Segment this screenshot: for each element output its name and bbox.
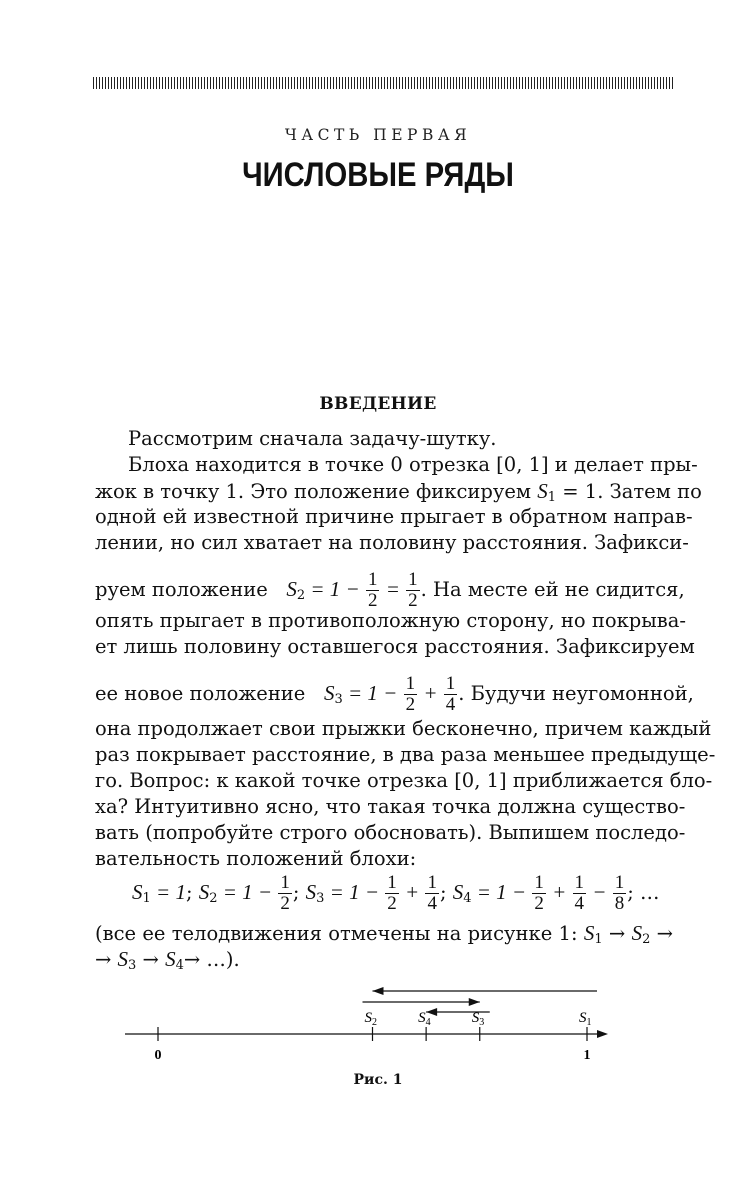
- figure-caption: Рис. 1: [353, 1072, 403, 1088]
- paragraph-line: раз покрывает расстояние, в два раза меньшее предыдуще-: [95, 743, 716, 766]
- paragraph-line: (все ее телодвижения отмечены на рисунке 1: $S_1 \to S_2$ →: [95, 921, 673, 947]
- paragraph-line: Рассмотрим сначала задачу-шутку.: [128, 427, 497, 450]
- chapter-title: ЧИСЛОВЫЕ РЯДЫ: [242, 156, 514, 194]
- section-title: ВВЕДЕНИЕ: [319, 394, 437, 414]
- fraction: $\frac{1}{4}$: [445, 673, 456, 715]
- fraction: $\frac{1}{2}$: [408, 569, 418, 611]
- fraction: $\frac{1}{2}$: [534, 872, 544, 914]
- sequence-formula: $S_1 = 1$; $S_2 = 1$ − $\frac{1}{2}$ ; $S_3 = 1$ − $\frac{1}{2}$ + $\frac{1}{4}$ ; $S_4 = 1$ − $\frac{1}{2}$ + $\frac{1}{4}$ − $\frac{1}{8}$ ; …: [132, 872, 660, 914]
- jump-arrowhead: [469, 998, 480, 1006]
- tick-label-1: 1: [583, 1048, 591, 1063]
- formula-line: ее новое положение $S_3 = 1$ − $\frac{1}{2}$ + $\frac{1}{4}$ . Будучи неугомонной,: [95, 673, 694, 715]
- paragraph-line: вательность положений блохи:: [95, 847, 417, 870]
- point-label-s3: $S_3$: [471, 1010, 485, 1028]
- fraction: $\frac{1}{4}$: [427, 872, 437, 914]
- fraction: $\frac{1}{2}$: [367, 569, 378, 611]
- paragraph-line: лении, но сил хватает на половину расстояния. Зафикси-: [95, 531, 689, 554]
- tick-label-0: 0: [154, 1048, 162, 1063]
- jump-arrowhead: [426, 1008, 437, 1016]
- fraction: $\frac{1}{4}$: [574, 872, 585, 914]
- axis-arrowhead: [597, 1030, 608, 1038]
- point-label-s1: $S_1$: [579, 1010, 592, 1028]
- paragraph-line: жок в точку 1. Это положение фиксируем $S_1 = 1$. Затем по: [95, 479, 702, 505]
- fraction: $\frac{1}{2}$: [387, 872, 397, 914]
- point-label-s2: $S_2$: [364, 1010, 377, 1028]
- part-title: ЧАСТЬ ПЕРВАЯ: [284, 126, 472, 144]
- paragraph-line: → $S_3 \to S_4\to$ …).: [95, 947, 240, 973]
- fraction: $\frac{1}{2}$: [405, 673, 416, 715]
- paragraph-line: Блоха находится в точке 0 отрезка [0, 1] и делает пры-: [128, 453, 698, 476]
- paragraph-line: го. Вопрос: к какой точке отрезка [0, 1] приближается бло-: [95, 769, 713, 792]
- paragraph-line: вать (попробуйте строго обосновать). Выпишем последо-: [95, 821, 686, 844]
- point-label-s4: $S_4$: [418, 1010, 431, 1028]
- paragraph-line: ха? Интуитивно ясно, что такая точка должна существо-: [95, 795, 686, 818]
- fraction: $\frac{1}{8}$: [614, 872, 625, 914]
- formula-line: руем положение $S_2 = 1$ − $\frac{1}{2}$ = $\frac{1}{2}$ . На месте ей не сидится,: [95, 569, 685, 611]
- paragraph-line: ет лишь половину оставшегося расстояния. Зафиксируем: [95, 635, 695, 658]
- paragraph-line: опять прыгает в противоположную сторону, но покрыва-: [95, 609, 686, 632]
- paragraph-line: она продолжает свои прыжки бесконечно, причем каждый: [95, 717, 712, 740]
- fraction: $\frac{1}{2}$: [280, 872, 290, 914]
- jump-arrowhead: [373, 987, 384, 995]
- paragraph-line: одной ей известной причине прыгает в обратном направ-: [95, 505, 693, 528]
